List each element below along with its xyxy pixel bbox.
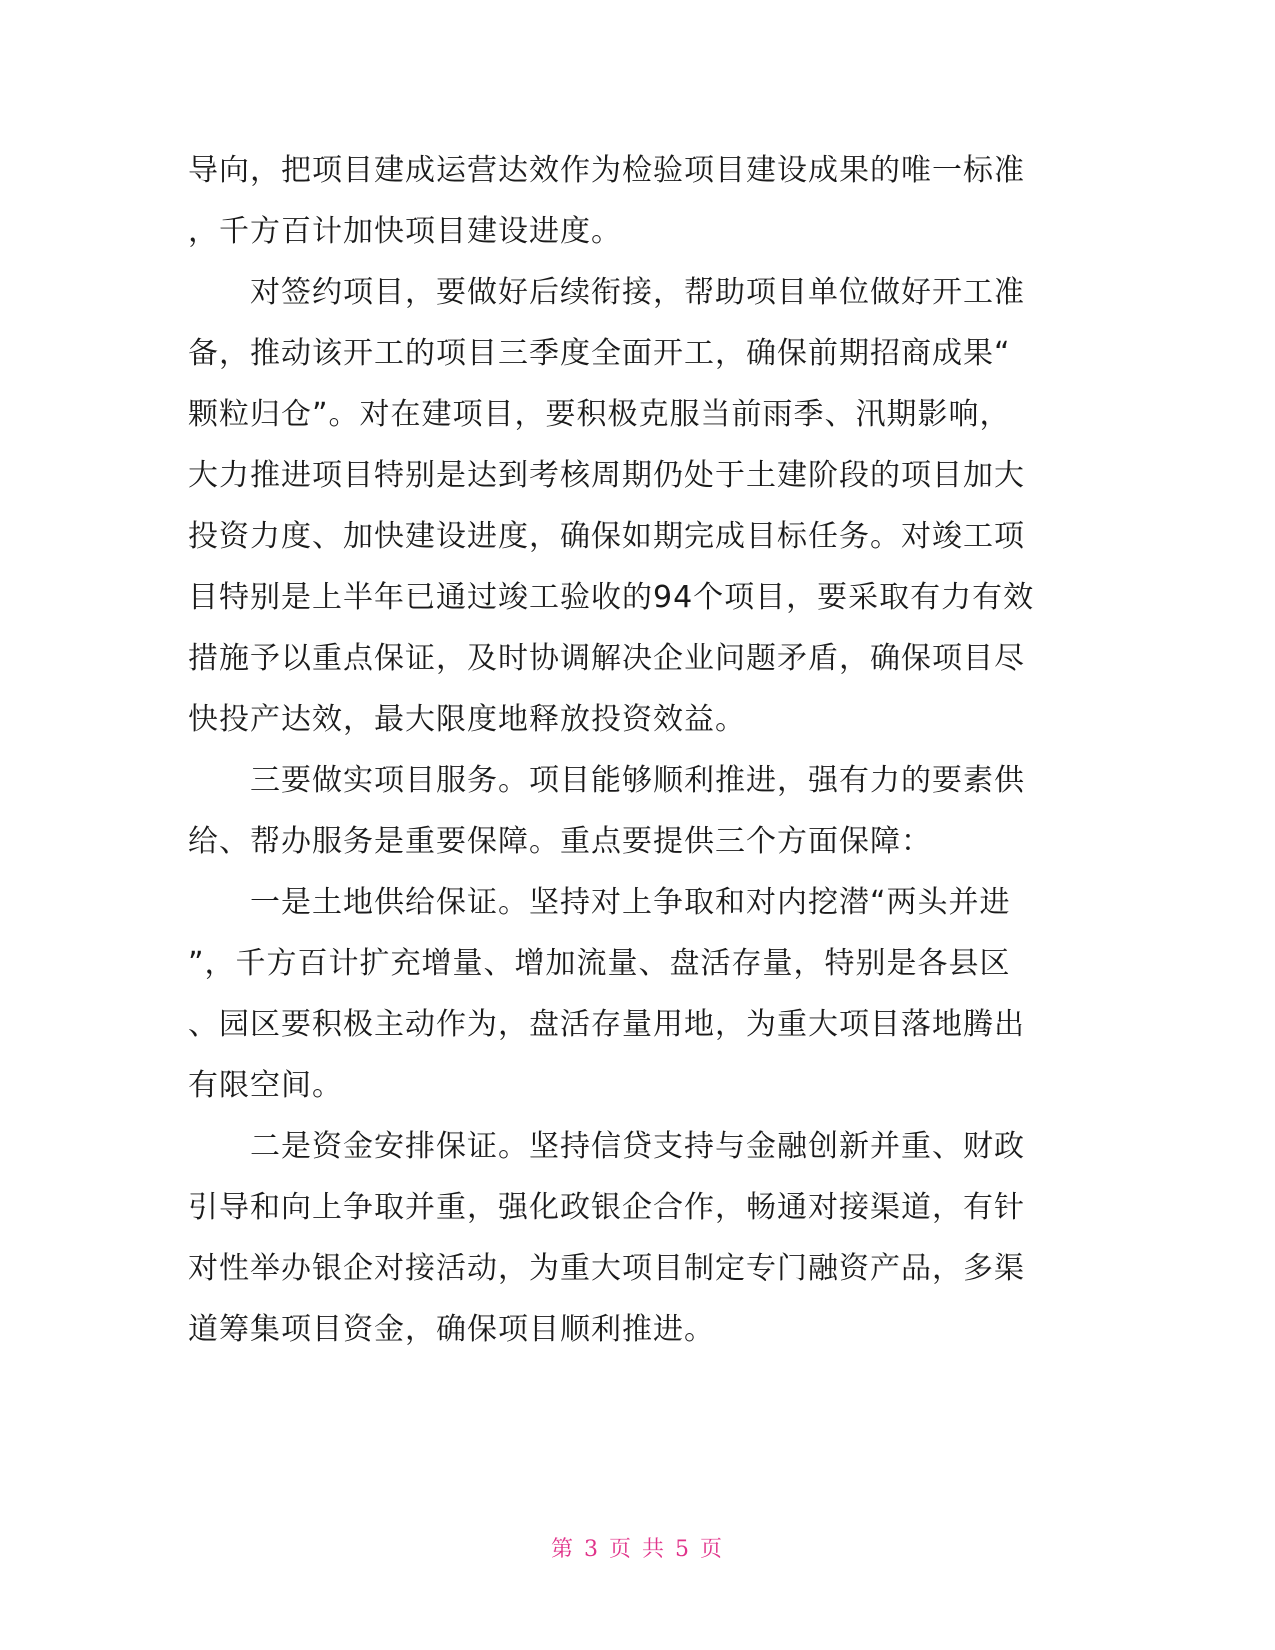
text-line: ，千方百计加快项目建设进度。 <box>188 214 622 249</box>
paragraph-start-line: 三要做实项目服务。项目能够顺利推进，强有力的要素供 <box>250 763 1025 798</box>
text-line: 、园区要积极主动作为，盘活存量用地，为重大项目落地腾出 <box>188 1007 1025 1042</box>
text-line: 导向，把项目建成运营达效作为检验项目建设成果的唯一标准 <box>188 153 1025 188</box>
text-line: 给、帮办服务是重要保障。重点要提供三个方面保障： <box>188 824 932 859</box>
text-line: 备，推动该开工的项目三季度全面开工，确保前期招商成果“ <box>188 336 1011 371</box>
text-line: 目特别是上半年已通过竣工验收的94个项目，要采取有力有效 <box>188 580 1035 615</box>
total-pages-number: 5 <box>675 1537 692 1562</box>
current-page-number: 3 <box>583 1537 600 1562</box>
text-line: ”，千方百计扩充增量、增加流量、盘活存量，特别是各县区 <box>188 946 1011 981</box>
footer-prefix: 第 <box>550 1537 575 1562</box>
footer-total-prefix: 共 <box>642 1537 667 1562</box>
footer-suffix: 页 <box>700 1537 725 1562</box>
text-line: 有限空间。 <box>188 1068 343 1103</box>
text-line: 对性举办银企对接活动，为重大项目制定专门融资产品，多渠 <box>188 1251 1025 1286</box>
text-line: 引导和向上争取并重，强化政银企合作，畅通对接渠道，有针 <box>188 1190 1025 1225</box>
document-body <box>188 140 1070 1360</box>
text-line: 措施予以重点保证，及时协调解决企业问题矛盾，确保项目尽 <box>188 641 1025 676</box>
paragraph-start-line: 对签约项目，要做好后续衔接，帮助项目单位做好开工准 <box>250 275 1025 310</box>
text-line: 大力推进项目特别是达到考核周期仍处于土建阶段的项目加大 <box>188 458 1025 493</box>
text-line: 颗粒归仓”。对在建项目，要积极克服当前雨季、汛期影响， <box>188 397 1011 432</box>
text-line: 快投产达效，最大限度地释放投资效益。 <box>188 702 746 737</box>
paragraph-start-line: 一是土地供给保证。坚持对上争取和对内挖潜“两头并进 <box>250 885 1011 920</box>
text-line: 投资力度、加快建设进度，确保如期完成目标任务。对竣工项 <box>188 519 1025 554</box>
footer-page-label: 页 <box>608 1537 633 1562</box>
page-footer <box>0 1532 1275 1563</box>
paragraph-start-line: 二是资金安排保证。坚持信贷支持与金融创新并重、财政 <box>250 1129 1025 1164</box>
text-line: 道筹集项目资金，确保项目顺利推进。 <box>188 1312 715 1347</box>
